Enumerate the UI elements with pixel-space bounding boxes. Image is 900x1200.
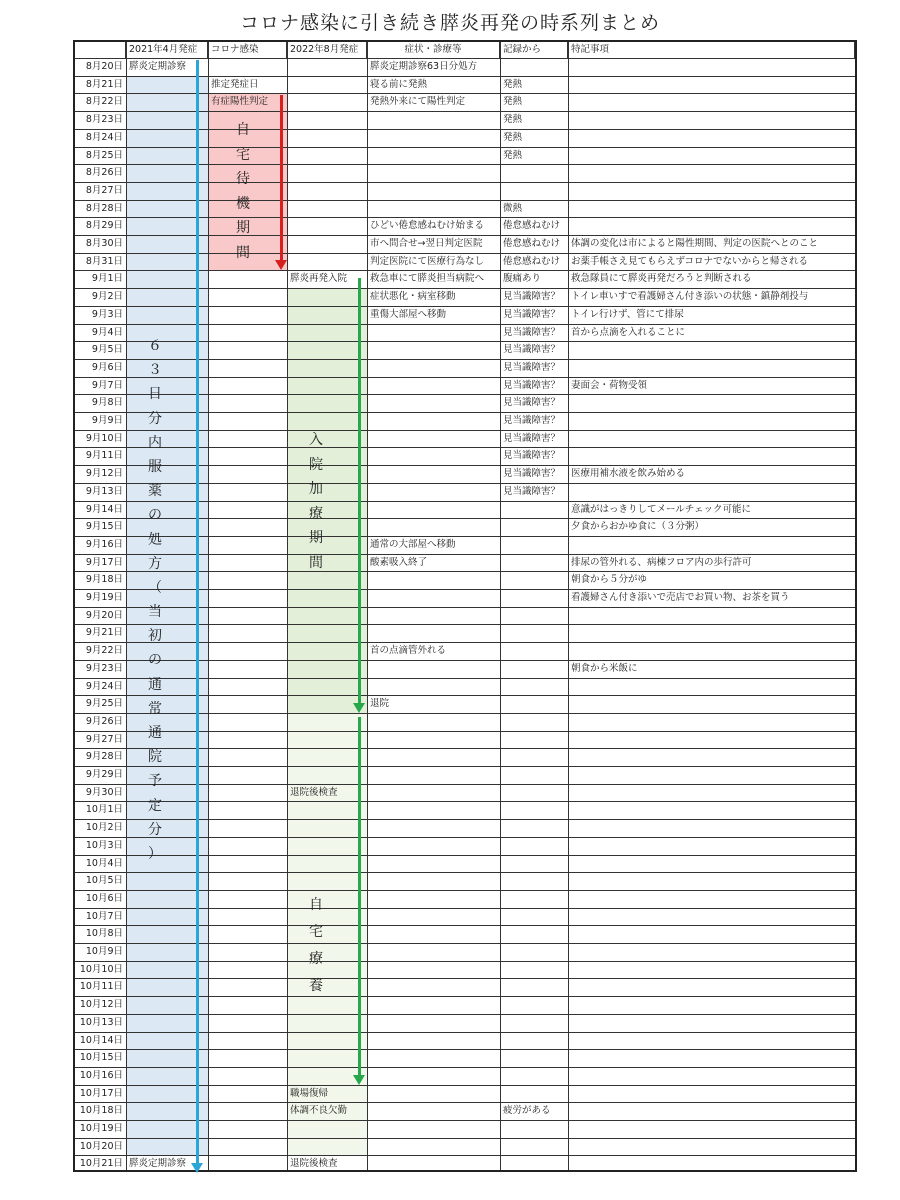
date-cell: 9月25日 [85,698,123,710]
date-cell: 10月1日 [85,804,123,816]
row-divider [75,182,855,183]
cell-records: 見当識障害？ [503,450,561,462]
row-divider [75,731,855,732]
vertical-char: 定 [148,797,162,814]
cell-symptoms: 症状悪化・病室移動 [370,291,456,303]
row-divider [75,1085,855,1086]
cell-notes: お薬手帳さえ見てもらえずコロナでないからと帰される [571,255,809,267]
date-cell: 10月6日 [85,892,123,904]
arrow-home-care-shaft [358,717,361,1076]
band-home-care-label [281,892,351,1000]
date-cell: 8月27日 [85,184,123,196]
row-divider [75,943,855,944]
row-divider [75,1138,855,1139]
cell-records: 見当識障害？ [503,485,561,497]
row-divider [75,925,855,926]
date-cell: 10月10日 [79,963,123,975]
column-header [75,42,126,58]
vertical-char: 内 [148,434,162,451]
cell-corona: 有症陽性判定 [211,96,269,108]
cell-records: 倦怠感ねむけ [503,255,561,267]
date-cell: 9月15日 [85,521,123,533]
date-cell: 8月21日 [85,78,123,90]
row-divider [75,1049,855,1050]
row-divider [75,359,855,360]
row-divider [75,111,855,112]
cell-notes: 朝食から米飯に [571,662,638,674]
date-cell: 10月20日 [79,1140,123,1152]
date-cell: 9月8日 [91,397,123,409]
arrow-hospital-head [353,703,365,713]
row-divider [75,1120,855,1121]
column-header: 記録から [500,42,568,58]
date-cell: 9月30日 [85,786,123,798]
date-cell: 9月14日 [85,503,123,515]
row-divider [75,394,855,395]
cell-symptoms: 判定医院にて医療行為なし [370,255,485,267]
date-cell: 9月4日 [91,326,123,338]
row-divider [75,1067,855,1068]
cell-notes: 妻面会・荷物受領 [571,379,648,391]
cell-symptoms: 酸素吸入終了 [370,556,428,568]
vertical-char: （ [148,579,162,596]
date-cell: 9月24日 [85,680,123,692]
cell-records: 見当識障害？ [503,379,561,391]
date-cell: 8月26日 [85,167,123,179]
vertical-char: 薬 [148,483,162,500]
cell-notes: 夕食からおかゆ食に（３分粥） [571,521,705,533]
cell-records: 発熱 [503,78,523,90]
cell-records: 微熱 [503,202,523,214]
cell-notes: 排尿の管外れる、病棟フロア内の歩行許可 [571,556,752,568]
page-title: コロナ感染に引き続き膵炎再発の時系列まとめ [239,12,660,34]
vertical-char: 療 [309,951,323,967]
vertical-char: 服 [148,458,162,475]
cell-records: 発熱 [503,149,523,161]
date-cell: 10月5日 [85,875,123,887]
cell-symptoms: 退院 [370,698,390,710]
cell-records: 見当識障害？ [503,326,561,338]
row-divider [75,129,855,130]
date-cell: 9月28日 [85,751,123,763]
vertical-char: 院 [309,456,323,473]
vertical-char: 初 [148,628,162,645]
row-divider [75,1032,855,1033]
cell-records: 見当識障害？ [503,361,561,373]
date-cell: 8月24日 [85,131,123,143]
date-cell: 10月15日 [79,1052,123,1064]
row-divider [75,996,855,997]
date-cell: 8月20日 [85,61,123,72]
arrow-hospital-shaft [358,278,361,704]
vertical-char: 入 [309,432,323,448]
date-cell: 9月9日 [91,415,123,426]
cell-2021-onset: 膵炎定期診察 [129,1158,187,1170]
cell-symptoms: 市へ問合せ→翌日判定医院 [370,238,483,249]
cell-notes: 体調の変化は市によると陽性期間、判定の医院へとのこと [571,238,819,249]
row-divider [75,341,855,342]
date-cell: 9月2日 [91,291,123,303]
date-cell: 9月6日 [91,361,123,373]
cell-records: 発熱 [503,131,523,143]
date-cell: 10月2日 [85,822,123,834]
date-cell: 9月18日 [85,574,123,586]
row-divider [75,837,855,838]
row-divider [75,412,855,413]
cell-records: 疲労がある [503,1105,551,1117]
vertical-char: の [148,507,162,524]
vertical-char: 通 [148,725,162,741]
vertical-char: 養 [309,978,323,994]
cell-notes: 首から点滴を入れることに [571,326,686,338]
vertical-char: 間 [309,554,323,571]
date-cell: 9月20日 [85,609,123,621]
vertical-char: 当 [148,604,162,621]
row-divider [75,430,855,431]
cell-records: 腹痛あり [503,273,542,285]
date-cell: 8月31日 [85,255,123,267]
row-divider [75,607,855,608]
column-divider [287,42,288,1170]
date-cell: 10月14日 [79,1034,123,1046]
date-cell: 9月10日 [85,432,123,444]
cell-notes: 朝食から５分がゆ [571,574,648,586]
cell-2022-onset: 職場復帰 [290,1087,329,1099]
arrow-home-care-head [353,1075,365,1085]
vertical-char: 分 [148,410,162,427]
vertical-char: 自 [309,897,323,913]
date-cell: 8月22日 [85,96,123,108]
cell-records: 見当識障害？ [503,415,561,426]
vertical-char: 常 [148,700,162,717]
row-divider [75,784,855,785]
date-cell: 10月13日 [79,1016,123,1028]
column-header: 2022年8月発症 [287,42,367,58]
date-cell: 10月18日 [79,1105,123,1117]
arrow-2021-period-head [191,1163,203,1173]
cell-records: 倦怠感ねむけ [503,238,561,249]
date-cell: 10月17日 [79,1087,123,1099]
vertical-char: の [148,652,162,669]
row-divider [75,164,855,165]
row-divider [75,872,855,873]
date-cell: 9月17日 [85,556,123,568]
date-cell: 9月12日 [85,468,123,480]
date-cell: 9月26日 [85,715,123,727]
vertical-char: 宅 [236,146,250,163]
date-cell: 10月12日 [79,999,123,1011]
date-cell: 9月13日 [85,485,123,497]
date-cell: 8月29日 [85,220,123,232]
band-home-wait-label [208,118,278,265]
cell-records: 見当識障害？ [503,291,561,303]
vertical-char: ３ [148,362,162,379]
cell-2022-onset: 退院後検査 [290,786,338,798]
row-divider [75,678,855,679]
cell-symptoms: 重傷大部屋へ移動 [370,308,447,320]
date-cell: 8月23日 [85,114,123,126]
timeline-table [73,40,857,1172]
column-header: 症状・診療等 [367,42,500,58]
cell-symptoms: 通常の大部屋へ移動 [370,538,456,550]
date-cell: 9月29日 [85,769,123,780]
arrow-home-wait-shaft [280,95,283,261]
date-cell: 9月21日 [85,627,123,639]
row-divider [75,978,855,979]
cell-records: 発熱 [503,96,523,108]
vertical-char: ６ [148,338,162,354]
row-divider [75,713,855,714]
date-cell: 9月16日 [85,538,123,550]
row-divider [75,147,855,148]
vertical-char: 日 [148,386,162,403]
column-divider [367,42,368,1170]
row-divider [75,908,855,909]
column-header: 2021年4月発症 [126,42,208,58]
row-divider [75,624,855,625]
row-divider [75,748,855,749]
cell-notes: 看護婦さん付き添いで売店でお買い物、お茶を買う [571,592,790,603]
date-cell: 10月11日 [79,981,123,993]
vertical-char: ） [148,845,162,862]
cell-symptoms: 膵炎定期診察63日分処方 [370,61,478,72]
date-cell: 8月25日 [85,149,123,161]
cell-records: 見当識障害？ [503,432,561,444]
row-divider [75,961,855,962]
cell-symptoms: 首の点滴管外れる [370,645,447,657]
row-divider [75,801,855,802]
cell-notes: 意識がはっきりしてメールチェック可能に [571,503,752,515]
cell-symptoms: 発熱外来にて陽性判定 [370,96,466,108]
arrow-home-wait-head [275,260,287,270]
cell-notes: 救急隊員にて膵炎再発だろうと判断される [571,273,752,285]
cell-records: 倦怠感ねむけ [503,220,561,232]
band-hospital-label [281,428,351,575]
date-cell: 9月19日 [85,592,123,603]
cell-symptoms: 救急車にて膵炎担当病院へ [370,273,485,285]
row-divider [75,200,855,201]
date-cell: 9月3日 [91,308,123,320]
row-divider [75,819,855,820]
vertical-char: 処 [148,531,162,548]
vertical-char: 間 [236,244,250,261]
date-cell: 9月5日 [91,344,123,356]
vertical-char: 方 [148,555,162,572]
cell-notes: トイレ行けず、管にて排尿 [571,308,684,320]
date-cell: 8月28日 [85,202,123,214]
column-header: コロナ感染 [208,42,287,58]
cell-records: 見当識障害？ [503,397,561,409]
vertical-char: 期 [309,530,323,546]
cell-2022-onset: 体調不良欠勤 [290,1105,348,1117]
arrow-2021-period-shaft [196,60,199,1164]
cell-records: 発熱 [503,114,523,126]
row-divider [75,447,855,448]
row-divider [75,855,855,856]
cell-records: 見当識障害？ [503,468,561,480]
date-cell: 10月3日 [85,839,123,851]
column-divider [568,42,569,1170]
cell-symptoms: ひどい倦怠感ねむけ始まる [370,220,485,232]
date-cell: 9月22日 [85,645,123,657]
cell-corona: 推定発症日 [211,78,259,90]
vertical-char: 予 [148,773,162,790]
date-cell: 9月11日 [85,450,123,462]
date-cell: 9月1日 [91,273,123,285]
vertical-char: 自 [236,122,250,138]
cell-symptoms: 寝る前に発熱 [370,78,428,90]
vertical-char: 期 [236,220,250,236]
vertical-char: 機 [236,195,250,212]
row-divider [75,483,855,484]
band-2021-label [120,334,190,866]
cell-records: 見当識障害？ [503,308,561,320]
vertical-char: 通 [148,676,162,693]
date-cell: 10月7日 [85,910,123,922]
date-cell: 10月19日 [79,1123,123,1134]
cell-2021-onset: 膵炎定期診察 [129,61,187,72]
date-cell: 9月27日 [85,733,123,745]
date-cell: 10月21日 [79,1158,123,1170]
vertical-char: 待 [236,171,250,187]
date-cell: 10月16日 [79,1069,123,1081]
date-cell: 10月8日 [85,928,123,940]
cell-notes: トイレ車いすで看護婦さん付き添いの状態・鎮静剤投与 [571,291,809,303]
column-header: 特記事項 [568,42,855,58]
row-divider [75,1014,855,1015]
row-divider [75,890,855,891]
cell-2022-onset: 膵炎再発入院 [290,273,348,285]
vertical-char: 療 [309,505,323,522]
cell-records: 見当識障害？ [503,344,561,356]
vertical-char: 宅 [309,924,323,940]
date-cell: 9月7日 [91,379,123,391]
date-cell: 9月23日 [85,662,123,674]
cell-2022-onset: 退院後検査 [290,1158,338,1170]
row-divider [75,1102,855,1103]
cell-notes: 医療用補水液を飲み始める [571,468,686,480]
date-cell: 10月4日 [85,857,123,869]
vertical-char: 加 [309,481,323,497]
vertical-char: 院 [148,749,162,766]
date-cell: 8月30日 [85,238,123,249]
vertical-char: 分 [148,821,162,838]
date-cell: 10月9日 [85,946,123,957]
row-divider [75,766,855,767]
